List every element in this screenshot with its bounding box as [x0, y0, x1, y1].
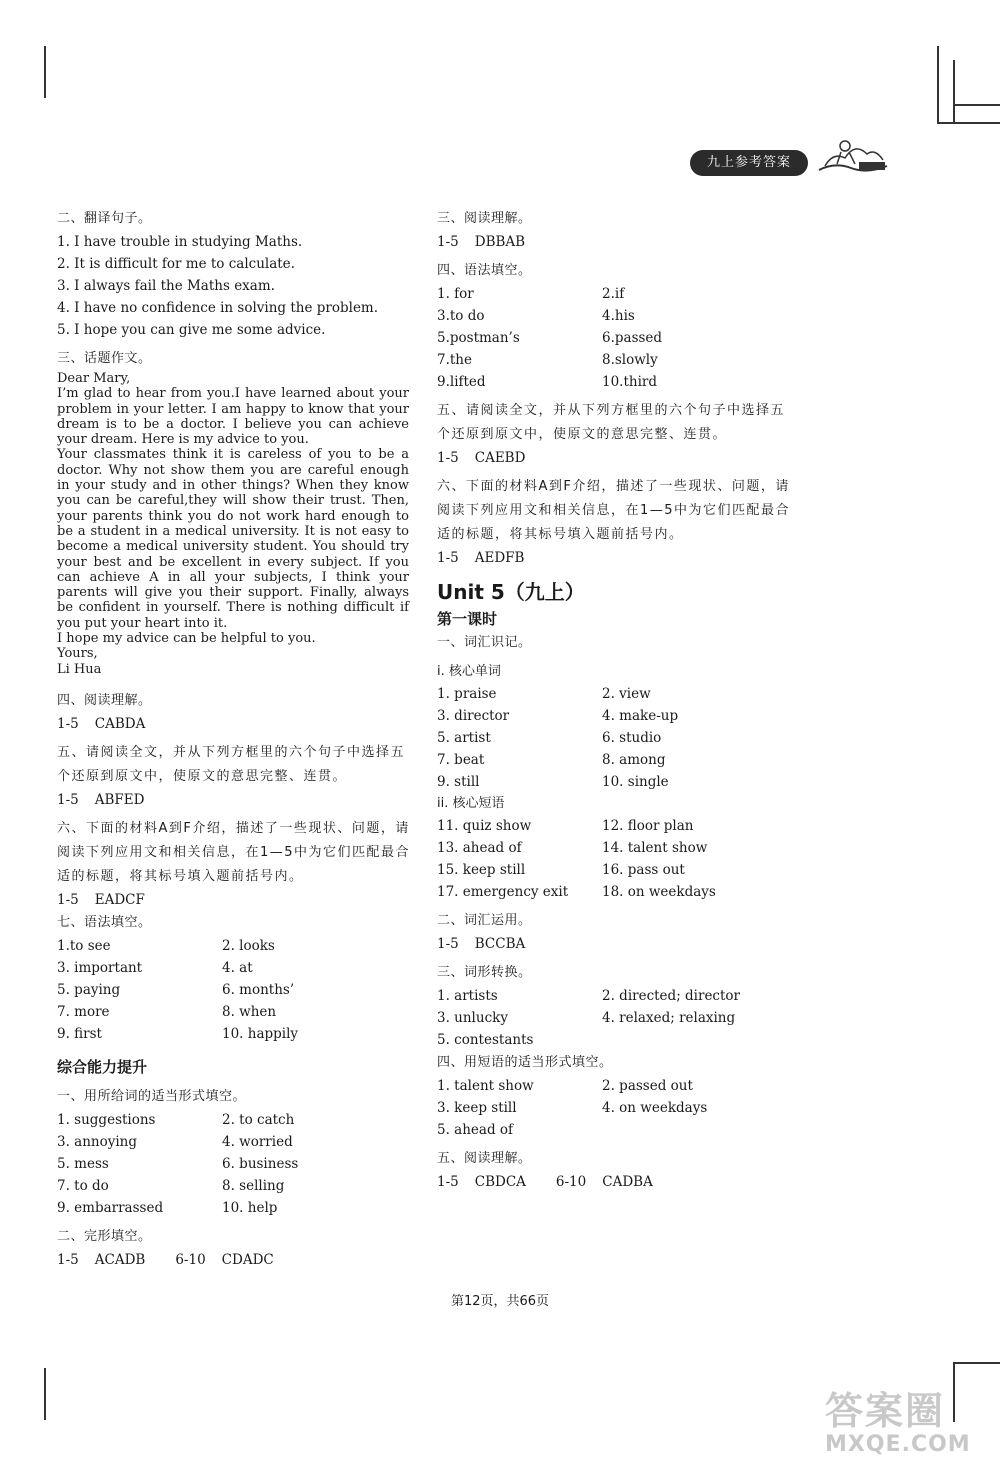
- grid-cell: 18. on weekdays: [602, 884, 716, 900]
- grid-cell: 7.the: [437, 352, 472, 368]
- translate-item: 4. I have no confidence in solving the problem.: [57, 300, 379, 316]
- core-phrases-grid: [437, 815, 797, 903]
- essay-closing: Yours,: [57, 646, 98, 662]
- crop-mark-top-right-h: [953, 104, 1000, 106]
- phrase-fill-grid: [437, 1075, 797, 1141]
- grid-cell: 3. annoying: [57, 1133, 138, 1150]
- header-label: 九上参考答案: [690, 150, 808, 176]
- crop-mark-bottom-right-h: [953, 1362, 1000, 1364]
- watermark-logo: 答案圈: [825, 1389, 946, 1433]
- essay-paragraph: I’m glad to hear from you.I have learned about your problem in your letter. I am happy to know that your dream is to be a doctor. I believe you can achieve your dream. Here is my advice to you.: [57, 386, 409, 448]
- grid-cell: 2. looks: [222, 937, 275, 954]
- right-column: [437, 207, 797, 1193]
- six-answer: 1-5 EADCF: [57, 891, 145, 908]
- reading2-title: 五、阅读理解。: [437, 1151, 532, 1166]
- grid-cell: 5. artist: [437, 730, 491, 746]
- grid-cell: 5. mess: [57, 1155, 109, 1172]
- grammar-title: 七、语法填空。: [57, 914, 152, 930]
- grid-cell: 12. floor plan: [602, 818, 694, 834]
- usage-answer: 1-5 BCCBA: [437, 936, 526, 952]
- crop-mark-top-right-v2: [953, 60, 955, 124]
- grid-cell: 3. director: [437, 708, 510, 724]
- grid-cell: 2. directed; director: [602, 988, 740, 1004]
- grid-cell: 7. beat: [437, 752, 485, 768]
- grid-cell: 5.postman’s: [437, 330, 520, 346]
- grid-cell: 4. at: [222, 959, 253, 976]
- translate-item: 5. I hope you can give me some advice.: [57, 322, 326, 338]
- grid-cell: 17. emergency exit: [437, 884, 569, 900]
- grid-cell: 10. single: [602, 774, 669, 790]
- header-logo-icon: [815, 132, 890, 180]
- fill-grid: [57, 1109, 412, 1219]
- grammar-grid: [437, 283, 797, 393]
- grid-cell: 1. for: [437, 286, 474, 302]
- grid-cell: 4. relaxed; relaxing: [602, 1010, 736, 1026]
- essay-body: [57, 371, 409, 677]
- core-phrases-title: ii. 核心短语: [437, 796, 505, 811]
- grid-cell: 5. paying: [57, 981, 121, 998]
- grid-cell: 9. still: [437, 774, 480, 790]
- grid-cell: 5. contestants: [437, 1032, 534, 1048]
- grid-cell: 2. view: [602, 686, 651, 702]
- reading-title: 三、阅读理解。: [437, 211, 532, 226]
- grid-cell: 4. on weekdays: [602, 1100, 708, 1116]
- grid-cell: 4.his: [602, 308, 635, 324]
- reading2-answer: 1-5 CBDCA 6-10 CADBA: [437, 1174, 653, 1190]
- grid-cell: 7. more: [57, 1003, 110, 1020]
- grid-cell: 8. when: [222, 1003, 277, 1020]
- grid-cell: 6. months’: [222, 981, 295, 998]
- essay-title: 三、话题作文。: [57, 351, 152, 366]
- grid-cell: 4. worried: [222, 1133, 293, 1150]
- watermark: [825, 1380, 990, 1460]
- translate-item: 3. I always fail the Maths exam.: [57, 278, 275, 294]
- five-instruction: 五、请阅读全文，并从下列方框里的六个句子中选择五个还原到原文中，使原文的意思完整、连贯。: [57, 744, 406, 784]
- page-number: 第12页，共66页: [450, 1294, 550, 1309]
- grid-cell: 5. ahead of: [437, 1122, 514, 1138]
- grid-cell: 13. ahead of: [437, 840, 522, 856]
- essay-paragraph: Your classmates think it is careless of you to be a doctor. Why not show them you are careful enough in your study and in other things? When they know you can be careful,they will show their trust. Then, your parents think you do not work hard enough to be a student in a medical university. It is not easy to become a medical university student. You should try your best and be excellent in every subject. If you can achieve A in all your subjects, I think your parents will give you their support. Finally, always be confident in yourself. There is nothing difficult if you put your heart into it.: [57, 447, 409, 631]
- left-column: [57, 207, 412, 1271]
- wordform-grid: [437, 985, 797, 1051]
- grid-cell: 14. talent show: [602, 840, 708, 856]
- phrase-fill-title: 四、用短语的适当形式填空。: [437, 1055, 613, 1070]
- translate-item: 2. It is difficult for me to calculate.: [57, 256, 295, 272]
- grid-cell: 8. selling: [222, 1177, 285, 1194]
- watermark-url: MXQE.COM: [825, 1432, 971, 1457]
- ability-title: 综合能力提升: [57, 1057, 148, 1076]
- grid-cell: 16. pass out: [602, 862, 685, 878]
- grid-cell: 3. important: [57, 959, 143, 976]
- crop-mark-top-right-h2: [937, 122, 1000, 124]
- grid-cell: 2. to catch: [222, 1111, 295, 1128]
- grid-cell: 2. passed out: [602, 1078, 693, 1094]
- five-answer: 1-5 ABFED: [57, 791, 145, 808]
- grid-cell: 1. praise: [437, 686, 497, 702]
- grid-cell: 10. happily: [222, 1025, 299, 1042]
- essay-signature: Li Hua: [57, 661, 102, 677]
- grid-cell: 3. keep still: [437, 1100, 517, 1116]
- five-answer: 1-5 CAEBD: [437, 450, 526, 466]
- translate-title: 二、翻译句子。: [57, 211, 152, 226]
- six-instruction: 六、下面的材料A到F介绍，描述了一些现状、问题，请阅读下列应用文和相关信息，在1—5中为它们匹配最合适的标题，将其标号填入题前括号内。: [57, 820, 411, 884]
- grid-cell: 11. quiz show: [437, 818, 532, 834]
- unit-title: Unit 5（九上）: [437, 580, 585, 604]
- reading-title: 四、阅读理解。: [57, 692, 152, 708]
- grid-cell: 6.passed: [602, 330, 663, 346]
- core-words-title: i. 核心单词: [437, 664, 501, 679]
- crop-mark-top-right-v: [937, 46, 939, 124]
- grid-cell: 2.if: [602, 286, 625, 302]
- grid-cell: 9. embarrassed: [57, 1199, 164, 1216]
- cloze-answer: 1-5 ACADB 6-10 CDADC: [57, 1251, 274, 1268]
- translate-item: 1. I have trouble in studying Maths.: [57, 234, 303, 250]
- essay-salutation: Dear Mary,: [57, 371, 131, 386]
- grid-cell: 6. studio: [602, 730, 662, 746]
- grid-cell: 8. among: [602, 752, 666, 768]
- wordform-title: 三、词形转换。: [437, 965, 532, 980]
- cloze-title: 二、完形填空。: [57, 1228, 152, 1244]
- grid-cell: 8.slowly: [602, 352, 658, 368]
- core-words-grid: [437, 683, 797, 793]
- grammar-grid: [57, 935, 412, 1045]
- grid-cell: 1. talent show: [437, 1078, 534, 1094]
- reading-answer: 1-5 CABDA: [57, 715, 146, 732]
- lesson-title: 第一课时: [437, 610, 498, 628]
- grid-cell: 9.lifted: [437, 374, 486, 390]
- fill-title: 一、用所给词的适当形式填空。: [57, 1088, 247, 1104]
- crop-mark-top-left: [44, 46, 46, 98]
- grid-cell: 1. artists: [437, 988, 498, 1004]
- grid-cell: 7. to do: [57, 1177, 109, 1194]
- crop-mark-bottom-left: [44, 1368, 46, 1420]
- six-instruction: 六、下面的材料A到F介绍，描述了一些现状、问题，请阅读下列应用文和相关信息，在1—5中为它们匹配最合适的标题，将其标号填入题前括号内。: [437, 479, 791, 542]
- grid-cell: 3.to do: [437, 308, 485, 324]
- six-answer: 1-5 AEDFB: [437, 550, 525, 566]
- grid-cell: 1.to see: [57, 937, 111, 954]
- vocab-title: 一、词汇识记。: [437, 635, 532, 650]
- grid-cell: 10.third: [602, 374, 658, 390]
- essay-paragraph: I hope my advice can be helpful to you.: [57, 631, 316, 647]
- reading-answer: 1-5 DBBAB: [437, 234, 526, 250]
- grammar-title: 四、语法填空。: [437, 263, 532, 278]
- grid-cell: 9. first: [57, 1025, 102, 1042]
- grid-cell: 15. keep still: [437, 862, 526, 878]
- five-instruction: 五、请阅读全文，并从下列方框里的六个句子中选择五个还原到原文中，使原文的意思完整、连贯。: [437, 403, 786, 442]
- usage-title: 二、词汇运用。: [437, 913, 532, 928]
- grid-cell: 3. unlucky: [437, 1010, 508, 1026]
- grid-cell: 1. suggestions: [57, 1111, 156, 1128]
- grid-cell: 10. help: [222, 1199, 278, 1216]
- grid-cell: 4. make-up: [602, 708, 679, 724]
- grid-cell: 6. business: [222, 1155, 299, 1172]
